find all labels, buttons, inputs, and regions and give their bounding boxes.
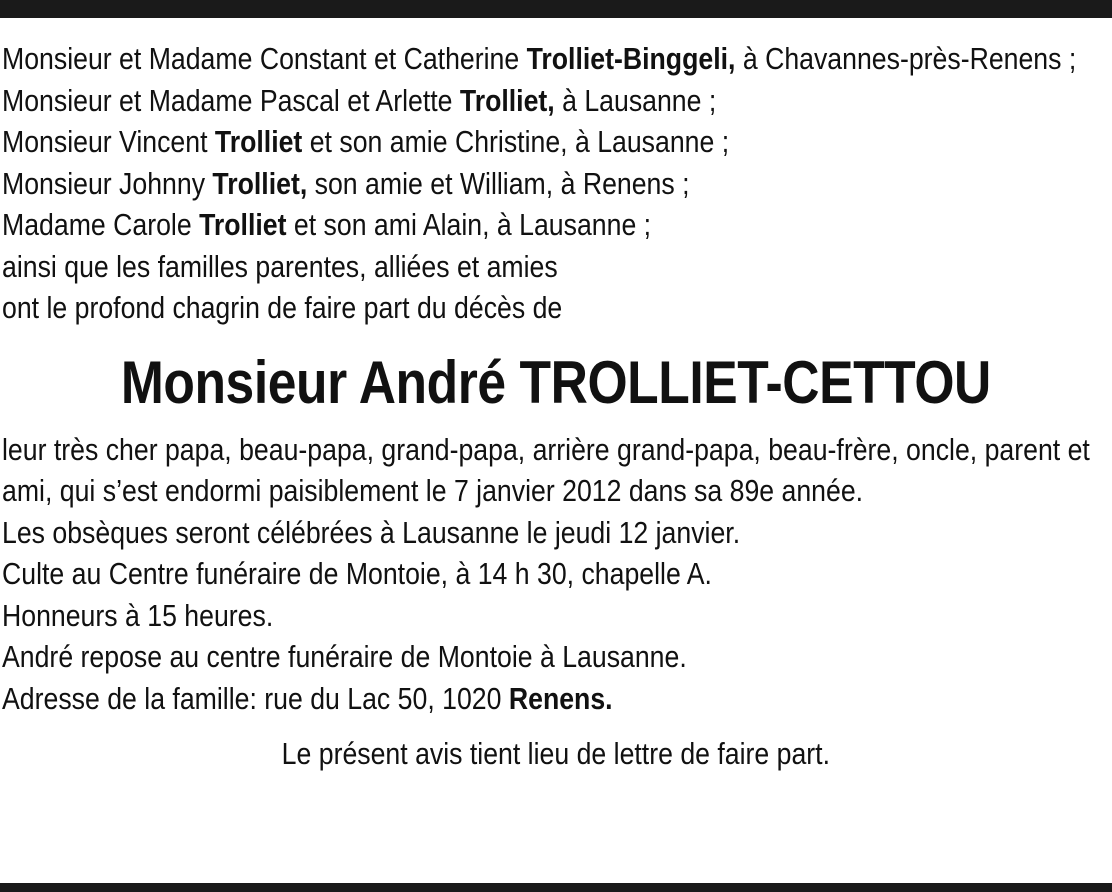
- family-name: Trolliet: [199, 207, 287, 242]
- detail-line-service: Culte au Centre funéraire de Montoie, à 14 h 30, chapelle A.: [2, 556, 712, 591]
- deceased-name: Monsieur André TROLLIET-CETTOU: [120, 348, 991, 416]
- family-name: Trolliet-Binggeli,: [526, 41, 736, 76]
- description-paragraph: leur très cher papa, beau-papa, grand-papa, arrière grand-papa, beau-frère, oncle, parent et ami, qui s’est endormi paisiblement le 7 janvier 2012 dans sa 89e année.: [2, 431, 1090, 508]
- family-address: Adresse de la famille: rue du Lac 50, 1020 Renens.: [2, 680, 613, 716]
- obituary-notice: [2, 38, 1110, 775]
- closing-note: Le présent avis tient lieu de lettre de faire part.: [281, 736, 831, 771]
- detail-line-honours: Honneurs à 15 heures.: [2, 597, 274, 633]
- detail-line-funeral: Les obsèques seront célébrées à Lausanne le jeudi 12 janvier.: [2, 514, 741, 550]
- mourner-line-4: Monsieur Johnny Trolliet, son amie et William, à Renens ;: [2, 165, 690, 201]
- mourner-line-2: Monsieur et Madame Pascal et Arlette Trolliet, à Lausanne ;: [2, 82, 717, 118]
- mourner-line-1: Monsieur et Madame Constant et Catherine Trolliet-Binggeli, à Chavannes-près-Renens ;: [2, 41, 1077, 76]
- address-city: Renens.: [508, 680, 613, 716]
- mourner-line-3: Monsieur Vincent Trolliet et son amie Christine, à Lausanne ;: [2, 124, 730, 159]
- families-line: ainsi que les familles parentes, alliées et amies: [2, 248, 558, 284]
- announcement-line: ont le profond chagrin de faire part du décès de: [2, 290, 563, 325]
- family-name: Trolliet,: [459, 82, 555, 118]
- family-name: Trolliet,: [212, 165, 308, 201]
- bottom-rule: [0, 883, 1112, 892]
- family-name: Trolliet: [214, 124, 303, 159]
- top-rule: [0, 0, 1112, 18]
- detail-line-rest: André repose au centre funéraire de Montoie à Lausanne.: [2, 639, 687, 674]
- mourner-line-5: Madame Carole Trolliet et son ami Alain, à Lausanne ;: [2, 207, 652, 242]
